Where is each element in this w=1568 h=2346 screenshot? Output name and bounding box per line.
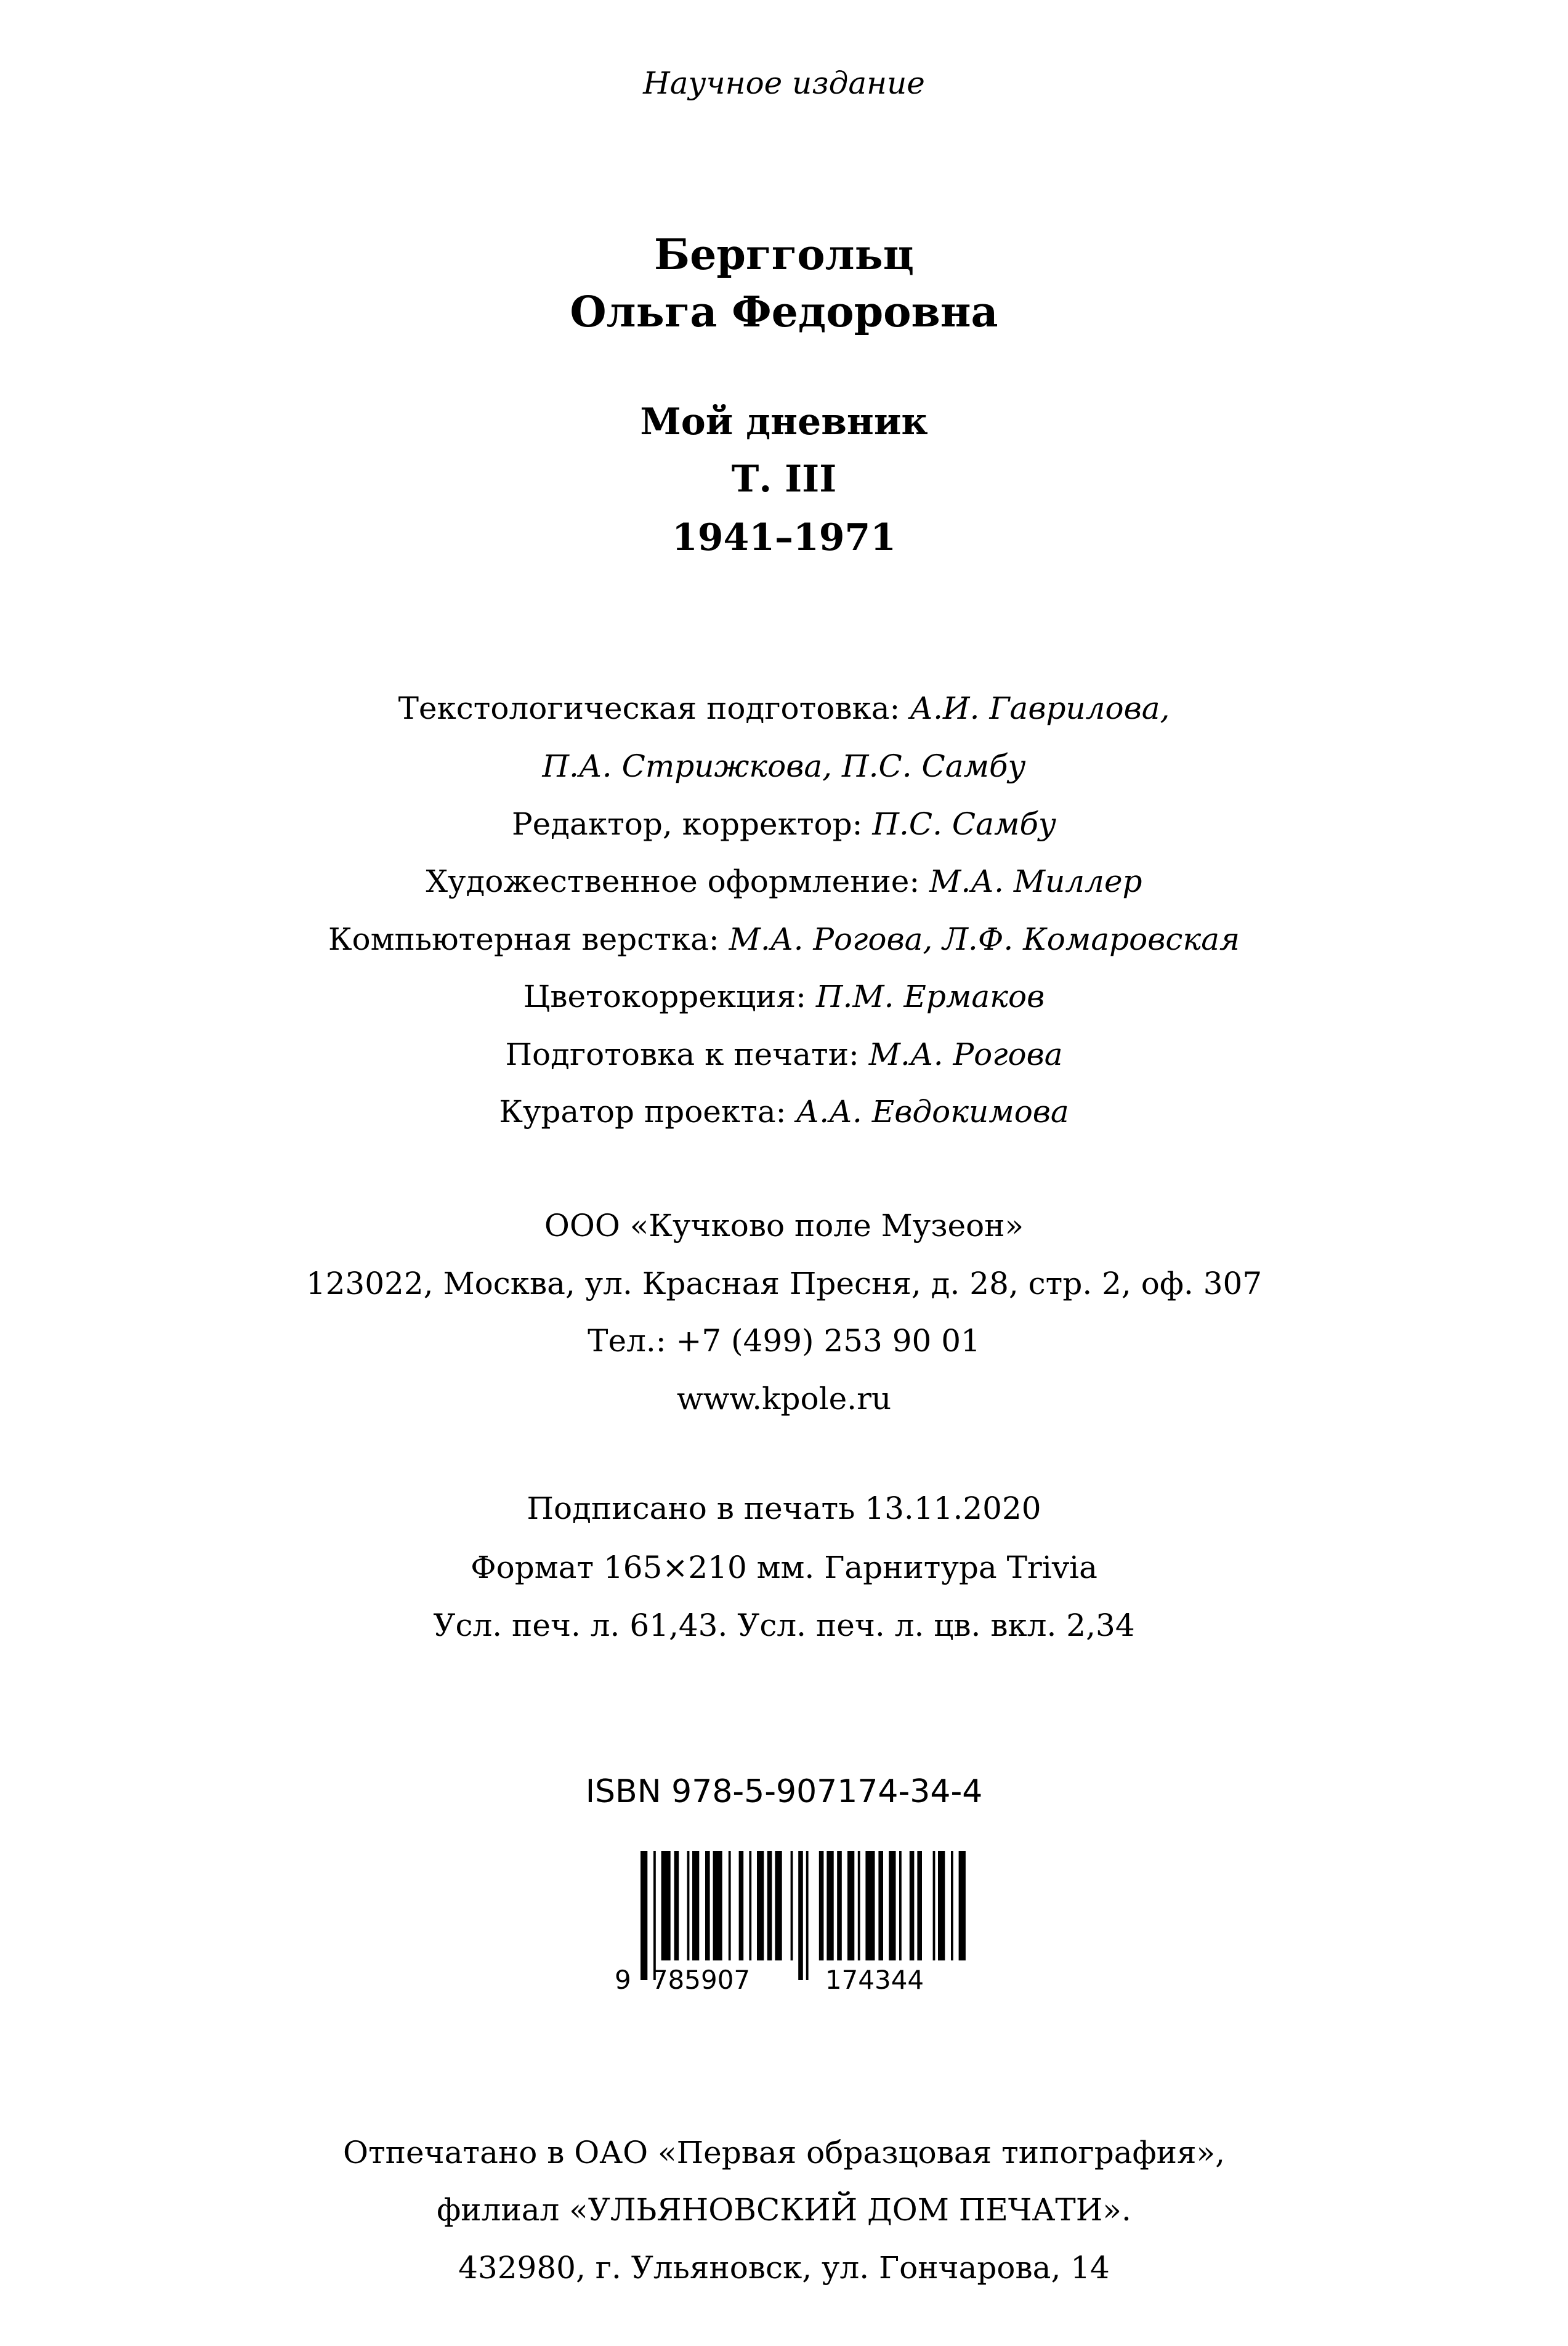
printer-line-1: Отпечатано в ОАО «Первая образцовая типография», <box>342 2135 1226 2170</box>
credit-names: М.А. Миллер <box>929 864 1142 899</box>
credit-role: Редактор, корректор: <box>512 806 873 842</box>
credit-names: М.А. Рогова, Л.Ф. Комаровская <box>729 921 1240 957</box>
barcode-bar <box>959 1851 966 1960</box>
author-surname: Берггольц <box>654 230 914 280</box>
barcode-bar <box>713 1851 722 1960</box>
book-title: Мой дневник <box>640 400 928 443</box>
barcode-bar <box>775 1851 782 1960</box>
credit-role: Художественное оформление: <box>426 864 930 899</box>
credit-line <box>0 806 1568 842</box>
barcode-bar <box>910 1851 915 1960</box>
barcode-bar <box>729 1851 731 1960</box>
barcode-bar <box>865 1851 875 1960</box>
credit-line <box>0 921 1568 957</box>
book-years: 1941–1971 <box>672 516 896 559</box>
print-format: Формат 165×210 мм. Гарнитура Trivia <box>471 1550 1097 1585</box>
print-sheets: Усл. печ. л. 61,43. Усл. печ. л. цв. вкл. 2,34 <box>433 1608 1135 1643</box>
credit-line <box>0 690 1568 726</box>
barcode-digits-right: 174344 <box>825 1965 924 1992</box>
isbn-number: ISBN 978-5-907174-34-4 <box>585 1773 983 1810</box>
credit-line <box>0 748 1568 784</box>
credit-names: А.И. Гаврилова, <box>910 690 1170 726</box>
barcode-bar <box>767 1851 772 1960</box>
credit-names: А.А. Евдокимова <box>796 1094 1069 1130</box>
barcode-bar <box>938 1851 945 1960</box>
barcode-bar <box>899 1851 902 1960</box>
barcode-bar <box>858 1851 860 1960</box>
printer-line-2: филиал «УЛЬЯНОВСКИЙ ДОМ ПЕЧАТИ». <box>437 2192 1131 2228</box>
print-signed: Подписано в печать 13.11.2020 <box>527 1491 1041 1526</box>
barcode-digit-lead: 9 <box>615 1965 631 1992</box>
barcode-bar <box>933 1851 936 1960</box>
barcode-bar <box>692 1851 699 1960</box>
barcode-bar <box>687 1851 690 1960</box>
barcode-bar <box>749 1851 751 1960</box>
genre-label: Научное издание <box>643 65 925 101</box>
barcode-bar <box>798 1851 803 1980</box>
barcode-bar <box>757 1851 764 1960</box>
publisher-name: ООО «Кучково поле Музеон» <box>544 1208 1024 1244</box>
credit-role: Куратор проекта: <box>499 1094 796 1130</box>
credit-role: Текстологическая подготовка: <box>398 690 910 726</box>
credit-names: П.С. Самбу <box>872 806 1056 842</box>
book-volume: Т. III <box>731 458 837 501</box>
credit-role: Компьютерная верстка: <box>328 921 729 957</box>
credit-line <box>0 866 1568 897</box>
barcode-bar <box>847 1851 854 1960</box>
credit-role: Подготовка к печати: <box>505 1037 869 1072</box>
barcode-bar <box>826 1851 833 1960</box>
barcode-bar <box>641 1851 647 1980</box>
barcode-bar <box>917 1851 922 1960</box>
barcode-bar <box>653 1851 656 1980</box>
barcode-bar <box>878 1851 883 1960</box>
publisher-address: 123022, Москва, ул. Красная Пресня, д. 28, стр. 2, оф. 307 <box>305 1266 1263 1301</box>
credit-names: П.А. Стрижкова, П.С. Самбу <box>542 748 1026 784</box>
barcode-bar <box>791 1851 793 1960</box>
credit-line <box>0 1039 1568 1070</box>
barcode-bar <box>661 1851 671 1960</box>
barcode-bar <box>837 1851 842 1960</box>
publisher-phone: Тел.: +7 (499) 253 90 01 <box>588 1323 980 1359</box>
barcode-bar <box>951 1851 953 1960</box>
barcode-bar <box>705 1851 710 1960</box>
barcode-bar <box>806 1851 809 1980</box>
credit-role: Цветокоррекция: <box>523 979 816 1014</box>
credit-names: М.А. Рогова <box>868 1037 1063 1072</box>
barcode-digits-left: 785907 <box>651 1965 751 1992</box>
credit-line <box>0 981 1568 1012</box>
barcode-bar <box>674 1851 679 1960</box>
printer-line-3: 432980, г. Ульяновск, ул. Гончарова, 14 <box>458 2250 1110 2286</box>
credit-names: П.М. Ермаков <box>815 979 1045 1014</box>
barcode-bar <box>889 1851 895 1960</box>
author-given-names: Ольга Федоровна <box>570 288 998 337</box>
credit-line <box>0 1094 1568 1130</box>
publisher-website: www.kpole.ru <box>676 1381 892 1417</box>
isbn-barcode <box>610 1851 992 1992</box>
barcode-bar <box>739 1851 744 1960</box>
barcode-bar <box>819 1851 824 1960</box>
